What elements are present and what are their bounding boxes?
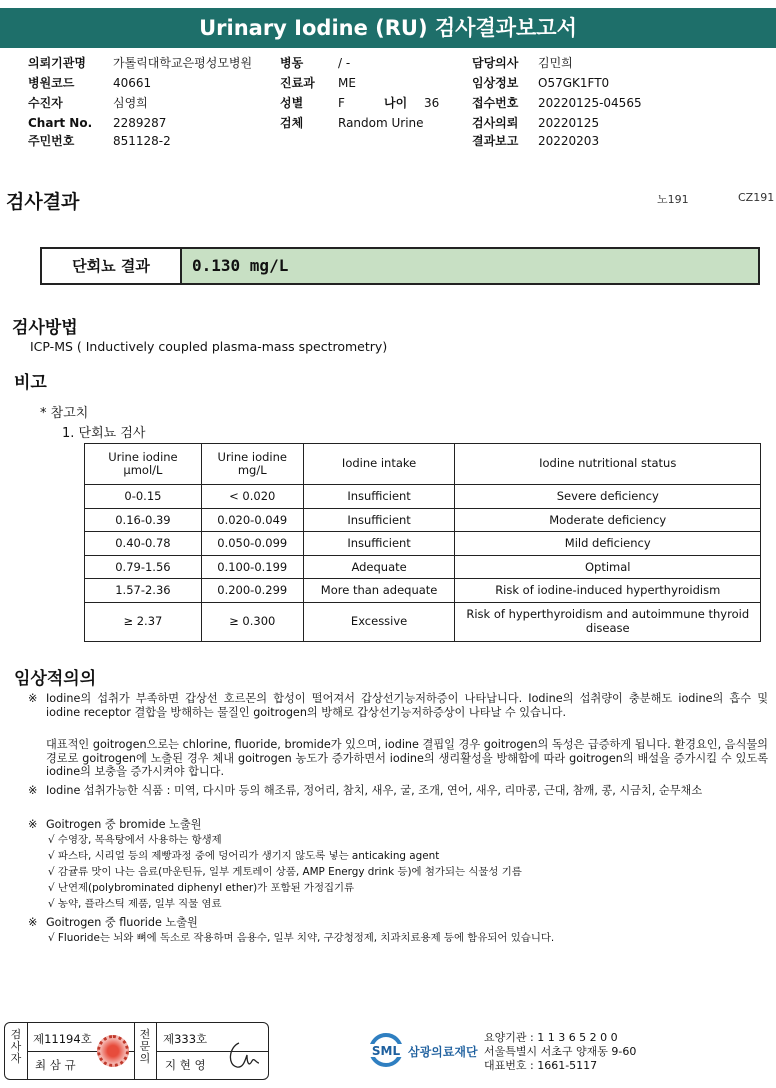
signature-stamp [4,1022,269,1080]
clinical-paragraph-3: Iodine 섭취가능한 식품 : 미역, 다시마 등의 해조류, 정어리, 참치, 새우, 굴, 조개, 연어, 새우, 리마콩, 근대, 참깨, 콩, 시금치, 순무채소 [46,784,703,797]
request-label: 검사의뢰 [472,116,519,130]
list-item: √ 난연제(polybrominated diphenyl ether)가 포함된 가정집기류 [48,882,355,894]
list-item: √ 파스타, 시리얼 등의 제빵과정 중에 덩어리가 생기지 않도록 넣는 anticaking agent [48,850,440,862]
table-row [85,508,761,532]
org-phone: 대표번호 : 1661-5117 [484,1059,598,1072]
table-cell: Severe deficiency [455,485,761,509]
table-cell: < 0.020 [201,485,303,509]
table-cell: Insufficient [303,532,455,556]
table-cell: 0.050-0.099 [201,532,303,556]
table-cell: Optimal [455,555,761,579]
patient-value: 심영희 [113,96,148,110]
table-cell: 0.16-0.39 [85,508,202,532]
doctor-value: 김민희 [538,56,573,70]
remarks-heading: 비고 [14,373,47,393]
table-cell: Excessive [303,602,455,641]
specialist-name: 지 현 영 [165,1058,206,1072]
logo-text: SML [371,1044,401,1058]
table-header: Iodine nutritional status [455,444,761,485]
result-value: 0.130 mg/L [182,249,758,283]
chart-label: Chart No. [28,116,93,130]
org-name: 삼광의료재단 [408,1045,478,1059]
sml-logo-icon [366,1030,406,1070]
results-heading: 검사결과 [6,191,80,213]
reference-title: * 참고치 [40,406,89,421]
table-row [85,579,761,603]
dept-label: 진료과 [280,76,315,90]
specialist-label: 전문의 [139,1028,151,1065]
sex-value: F [338,96,345,110]
result-label: 단회뇨 결과 [42,249,182,283]
inspector-label: 검사자 [10,1028,22,1065]
hospital-value: 가톨릭대학교은평성모병원 [113,56,253,70]
hospital-label: 의뢰기관명 [28,56,86,70]
signature-icon [225,1037,265,1073]
clinical-info-value: O57GK1FT0 [538,76,610,90]
org-address: 서울특별시 서초구 양재동 9-60 [484,1045,637,1058]
table-row [85,555,761,579]
table-cell: ≥ 2.37 [85,602,202,641]
list-item: √ Fluoride는 뇌와 뼈에 독소로 작용하며 음용수, 일부 치약, 구강청정제, 치과치료용제 등에 함유되어 있습니다. [48,932,555,944]
clinical-paragraph-2: 대표적인 goitrogen으로는 chlorine, fluoride, bromide가 있으며, iodine 결핍일 경우 goitrogen의 독성은 급증하게 됩니다. 환경요인, 음식물의 경로로 goitrogen에 노출된 경우 체내 goitrogen 농도가 증가하면서 iodine의 생리활성을 방해함에 따라 goitrogen의 배설을 증가시킬 수 있도록 iodine의 보충을 증가시켜야 합니다. [46,738,768,779]
patient-label: 수진자 [28,96,63,110]
rrn-value: 851128-2 [113,134,171,148]
reference-subtitle: 1. 단회뇨 검사 [62,426,146,441]
table-cell: 1.57-2.36 [85,579,202,603]
table-cell: Insufficient [303,485,455,509]
table-row [85,485,761,509]
specialist-license: 제333호 [163,1032,208,1046]
sex-label: 성별 [280,96,304,110]
table-cell: 0.40-0.78 [85,532,202,556]
clinical-info-label: 임상정보 [472,76,519,90]
reference-table [84,443,761,642]
list-item: √ 감귤류 맛이 나는 음료(마운틴듀, 일부 게토레이 상품, AMP Energy drink 등)에 첨가되는 식물성 기름 [48,866,522,878]
age-label: 나이 [384,96,408,110]
report-title: Urinary Iodine (RU) 검사결과보고서 [0,8,776,48]
clinical-heading: 임상적의의 [14,669,97,689]
chart-value: 2289287 [113,116,167,130]
table-row [85,532,761,556]
table-cell: ≥ 0.300 [201,602,303,641]
table-cell: Adequate [303,555,455,579]
table-cell: 0-0.15 [85,485,202,509]
result-code-2: CZ191 [738,191,775,204]
table-cell: 0.79-1.56 [85,555,202,579]
table-cell: 0.020-0.049 [201,508,303,532]
specimen-value: Random Urine [338,116,424,130]
list-item: √ 수영장, 목욕탕에서 사용하는 항생제 [48,834,222,846]
table-cell: Risk of hyperthyroidism and autoimmune thyroid disease [455,602,761,641]
report-value: 20220203 [538,134,600,148]
table-header: Iodine intake [303,444,455,485]
specimen-label: 검체 [280,116,304,130]
result-box [40,247,760,285]
org-info [484,1031,636,1073]
age-value: 36 [424,96,440,110]
receipt-value: 20220125-04565 [538,96,642,110]
list-item: √ 농약, 플라스틱 제품, 일부 직물 염료 [48,898,222,910]
table-cell: Risk of iodine-induced hyperthyroidism [455,579,761,603]
table-cell: Moderate deficiency [455,508,761,532]
rrn-label: 주민번호 [28,134,75,148]
code-value: 40661 [113,76,152,90]
table-cell: More than adequate [303,579,455,603]
reference-mark-icon: ※ [28,916,38,929]
table-header-row [85,444,761,485]
table-header: Urine iodine mg/L [201,444,303,485]
table-cell: 0.100-0.199 [201,555,303,579]
table-cell: Insufficient [303,508,455,532]
method-text: ICP-MS ( Inductively coupled plasma-mass spectrometry) [30,339,388,354]
reference-mark-icon: ※ [28,692,38,705]
reference-mark-icon: ※ [28,818,38,831]
doctor-label: 담당의사 [472,56,519,70]
clinical-paragraph-1: Iodine의 섭취가 부족하면 갑상선 호르몬의 합성이 떨어져서 갑상선기능저하증이 나타납니다. Iodine의 섭취량이 충분해도 iodine의 흡수 및 iodine receptor 결합을 방해하는 물질인 goitrogen의 방해로 갑상선기능저하증상이 나타날 수 있습니다. [46,692,768,719]
receipt-label: 접수번호 [472,96,519,110]
table-cell: Mild deficiency [455,532,761,556]
table-row [85,602,761,641]
seal-icon [97,1035,129,1067]
fluoride-heading: Goitrogen 중 fluoride 노출원 [46,916,198,929]
org-code: 요양기관 : 1 1 3 6 5 2 0 0 [484,1031,618,1044]
request-value: 20220125 [538,116,600,130]
reference-mark-icon: ※ [28,784,38,797]
result-code-1: 노191 [657,193,689,206]
table-header: Urine iodine μmol/L [85,444,202,485]
ward-label: 병동 [280,56,304,70]
dept-value: ME [338,76,356,90]
table-cell: 0.200-0.299 [201,579,303,603]
report-label: 결과보고 [472,134,519,148]
code-label: 병원코드 [28,76,75,90]
ward-value: / - [338,56,351,70]
bromide-heading: Goitrogen 중 bromide 노출원 [46,818,202,831]
method-heading: 검사방법 [12,318,78,338]
inspector-license: 제11194호 [33,1032,92,1046]
inspector-name: 최 삼 규 [35,1058,76,1072]
